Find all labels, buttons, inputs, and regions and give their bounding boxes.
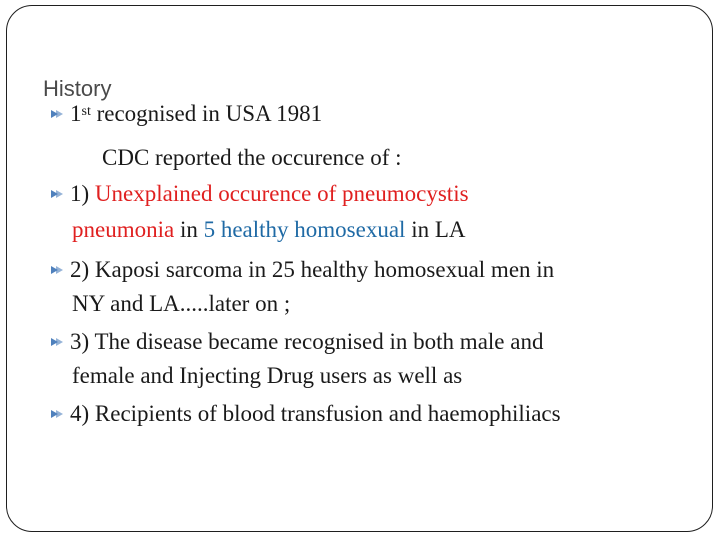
chevron-bullet-icon xyxy=(50,109,64,119)
chevron-bullet-icon xyxy=(50,265,64,275)
slide-title: History xyxy=(43,76,112,101)
line-1-text: recognised in USA 1981 xyxy=(90,101,323,126)
line-4-blue-text: 5 healthy homosexual xyxy=(203,217,406,242)
continuation-line-6: NY and LA.....later on ; xyxy=(72,291,291,316)
line-3-highlight: Unexplained occurence of pneumocystis xyxy=(94,181,469,206)
continuation-line-4 xyxy=(72,216,466,244)
continuation-line-8: female and Injecting Drug users as well as xyxy=(72,363,463,388)
bullet-line-9 xyxy=(50,400,561,428)
line-4-red-text: pneumonia xyxy=(72,217,175,242)
line-5-text: 2) Kaposi sarcoma in 25 healthy homosexual men in xyxy=(70,257,555,282)
line-1-prefix: 1 xyxy=(70,101,82,126)
line-4-text: in xyxy=(174,217,204,242)
line-9-text: 4) Recipients of blood transfusion and haemophiliacs xyxy=(70,401,561,426)
chevron-bullet-icon xyxy=(50,189,64,199)
bullet-line-1 xyxy=(50,100,322,128)
chevron-bullet-icon xyxy=(50,337,64,347)
line-7-text: 3) The disease became recognised in both male and xyxy=(70,329,544,354)
bullet-line-5 xyxy=(50,256,554,284)
line-3-number: 1) xyxy=(70,181,95,206)
bullet-line-3 xyxy=(50,180,469,208)
line-1-superscript: st xyxy=(81,104,91,119)
chevron-bullet-icon xyxy=(50,409,64,419)
bullet-line-7 xyxy=(50,328,543,356)
line-4-tail: in LA xyxy=(405,217,466,242)
plain-line-2: CDC reported the occurence of : xyxy=(102,145,402,170)
